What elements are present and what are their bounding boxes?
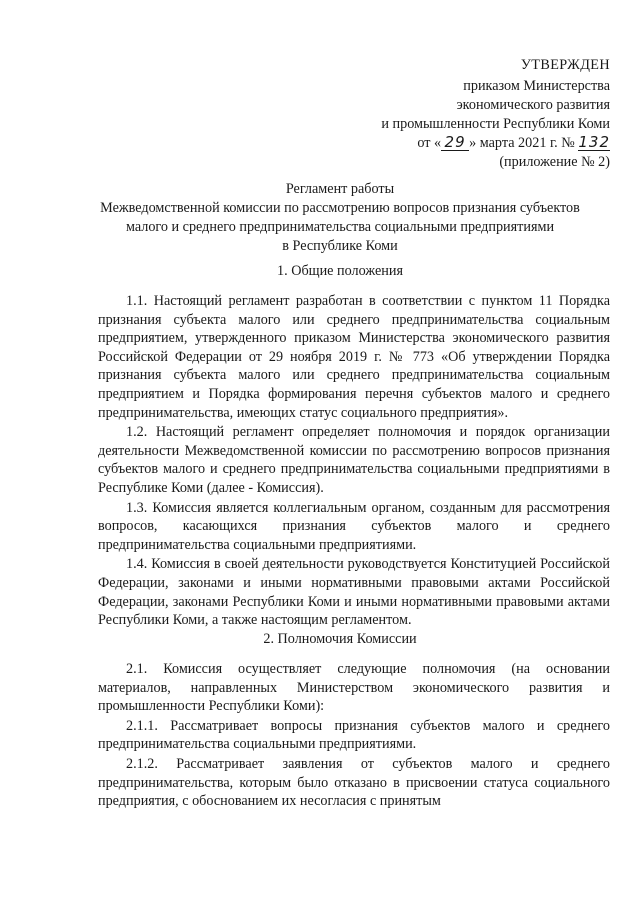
section-2-body [98,660,610,811]
paragraph-1-4: 1.4. Комиссия в своей деятельности руководствуется Конституцией Российской Федерации, законами и иными нормативными правовыми актами Российской Федерации, законами Республики Коми и иными нормативными правовыми актами Республики Коми, а также настоящим регламентом. [98,556,610,629]
section-1-body [98,292,610,630]
approved-label: УТВЕРЖДЕН [520,57,610,73]
title-line-1: Регламент работы [285,181,395,197]
approval-date-line [381,134,610,153]
date-prefix: от « [417,135,442,151]
title-line-3: малого и среднего предпринимательства социальными предприятиями [125,219,555,235]
paragraph-1-2: 1.2. Настоящий регламент определяет полномочия и порядок организации деятельности Межведомственной комиссии по рассмотрению вопросов признания субъектов малого и среднего предпринимательства социальными предприятиями в Республике Коми (далее - Комиссия). [98,424,610,496]
title-line-4: в Республике Коми [282,238,398,254]
handwritten-day: 29 [441,135,469,151]
approval-ministry-line: экономического развития [456,97,610,113]
paragraph-1-1: 1.1. Настоящий регламент разработан в соответствии с пунктом 11 Порядка признания субъекта малого или среднего предпринимательства социальным предприятием, утвержденного приказом Министерства экономического развития Российской Федерации от 29 ноября 2019 г. № 773 «Об утверждении Порядка признания субъекта малого или среднего предпринимательства социальным предприятием и Порядка формирования перечня субъектов малого и среднего предпринимательства, имеющих статус социального предприятия». [98,293,610,421]
section-1-heading: 1. Общие положения [277,263,403,279]
title-line-2: Межведомственной комиссии по рассмотрению вопросов признания субъектов [100,200,580,216]
approval-order-line: приказом Министерства [463,78,610,94]
date-middle: » марта 2021 г. № [469,135,575,151]
paragraph-2-1-2: 2.1.2. Рассматривает заявления от субъектов малого и среднего предпринимательства, которым было отказано в присвоении статуса социального предприятия, с обоснованием их несогласия с принятым [98,755,610,810]
attachment-note: (приложение № 2) [499,154,610,170]
paragraph-1-3: 1.3. Комиссия является коллегиальным органом, созданным для рассмотрения вопросов, касающихся признания субъектов малого и среднего предпринимательства социальными предприятиями. [98,499,610,553]
section-2-heading: 2. Полномочия Комиссии [263,631,417,647]
approval-ministry-line-2: и промышленности Республики Коми [381,116,610,132]
approval-stamp-block [381,56,610,172]
paragraph-2-1: 2.1. Комиссия осуществляет следующие полномочия (на основании материалов, направленных Министерством экономического развития и промышленности Республики Коми): [98,661,610,715]
handwritten-order-number: 132 [578,133,610,151]
document-title [70,180,610,256]
paragraph-2-1-1: 2.1.1. Рассматривает вопросы признания субъектов малого и среднего предпринимательства социальными предприятиями. [98,717,610,753]
